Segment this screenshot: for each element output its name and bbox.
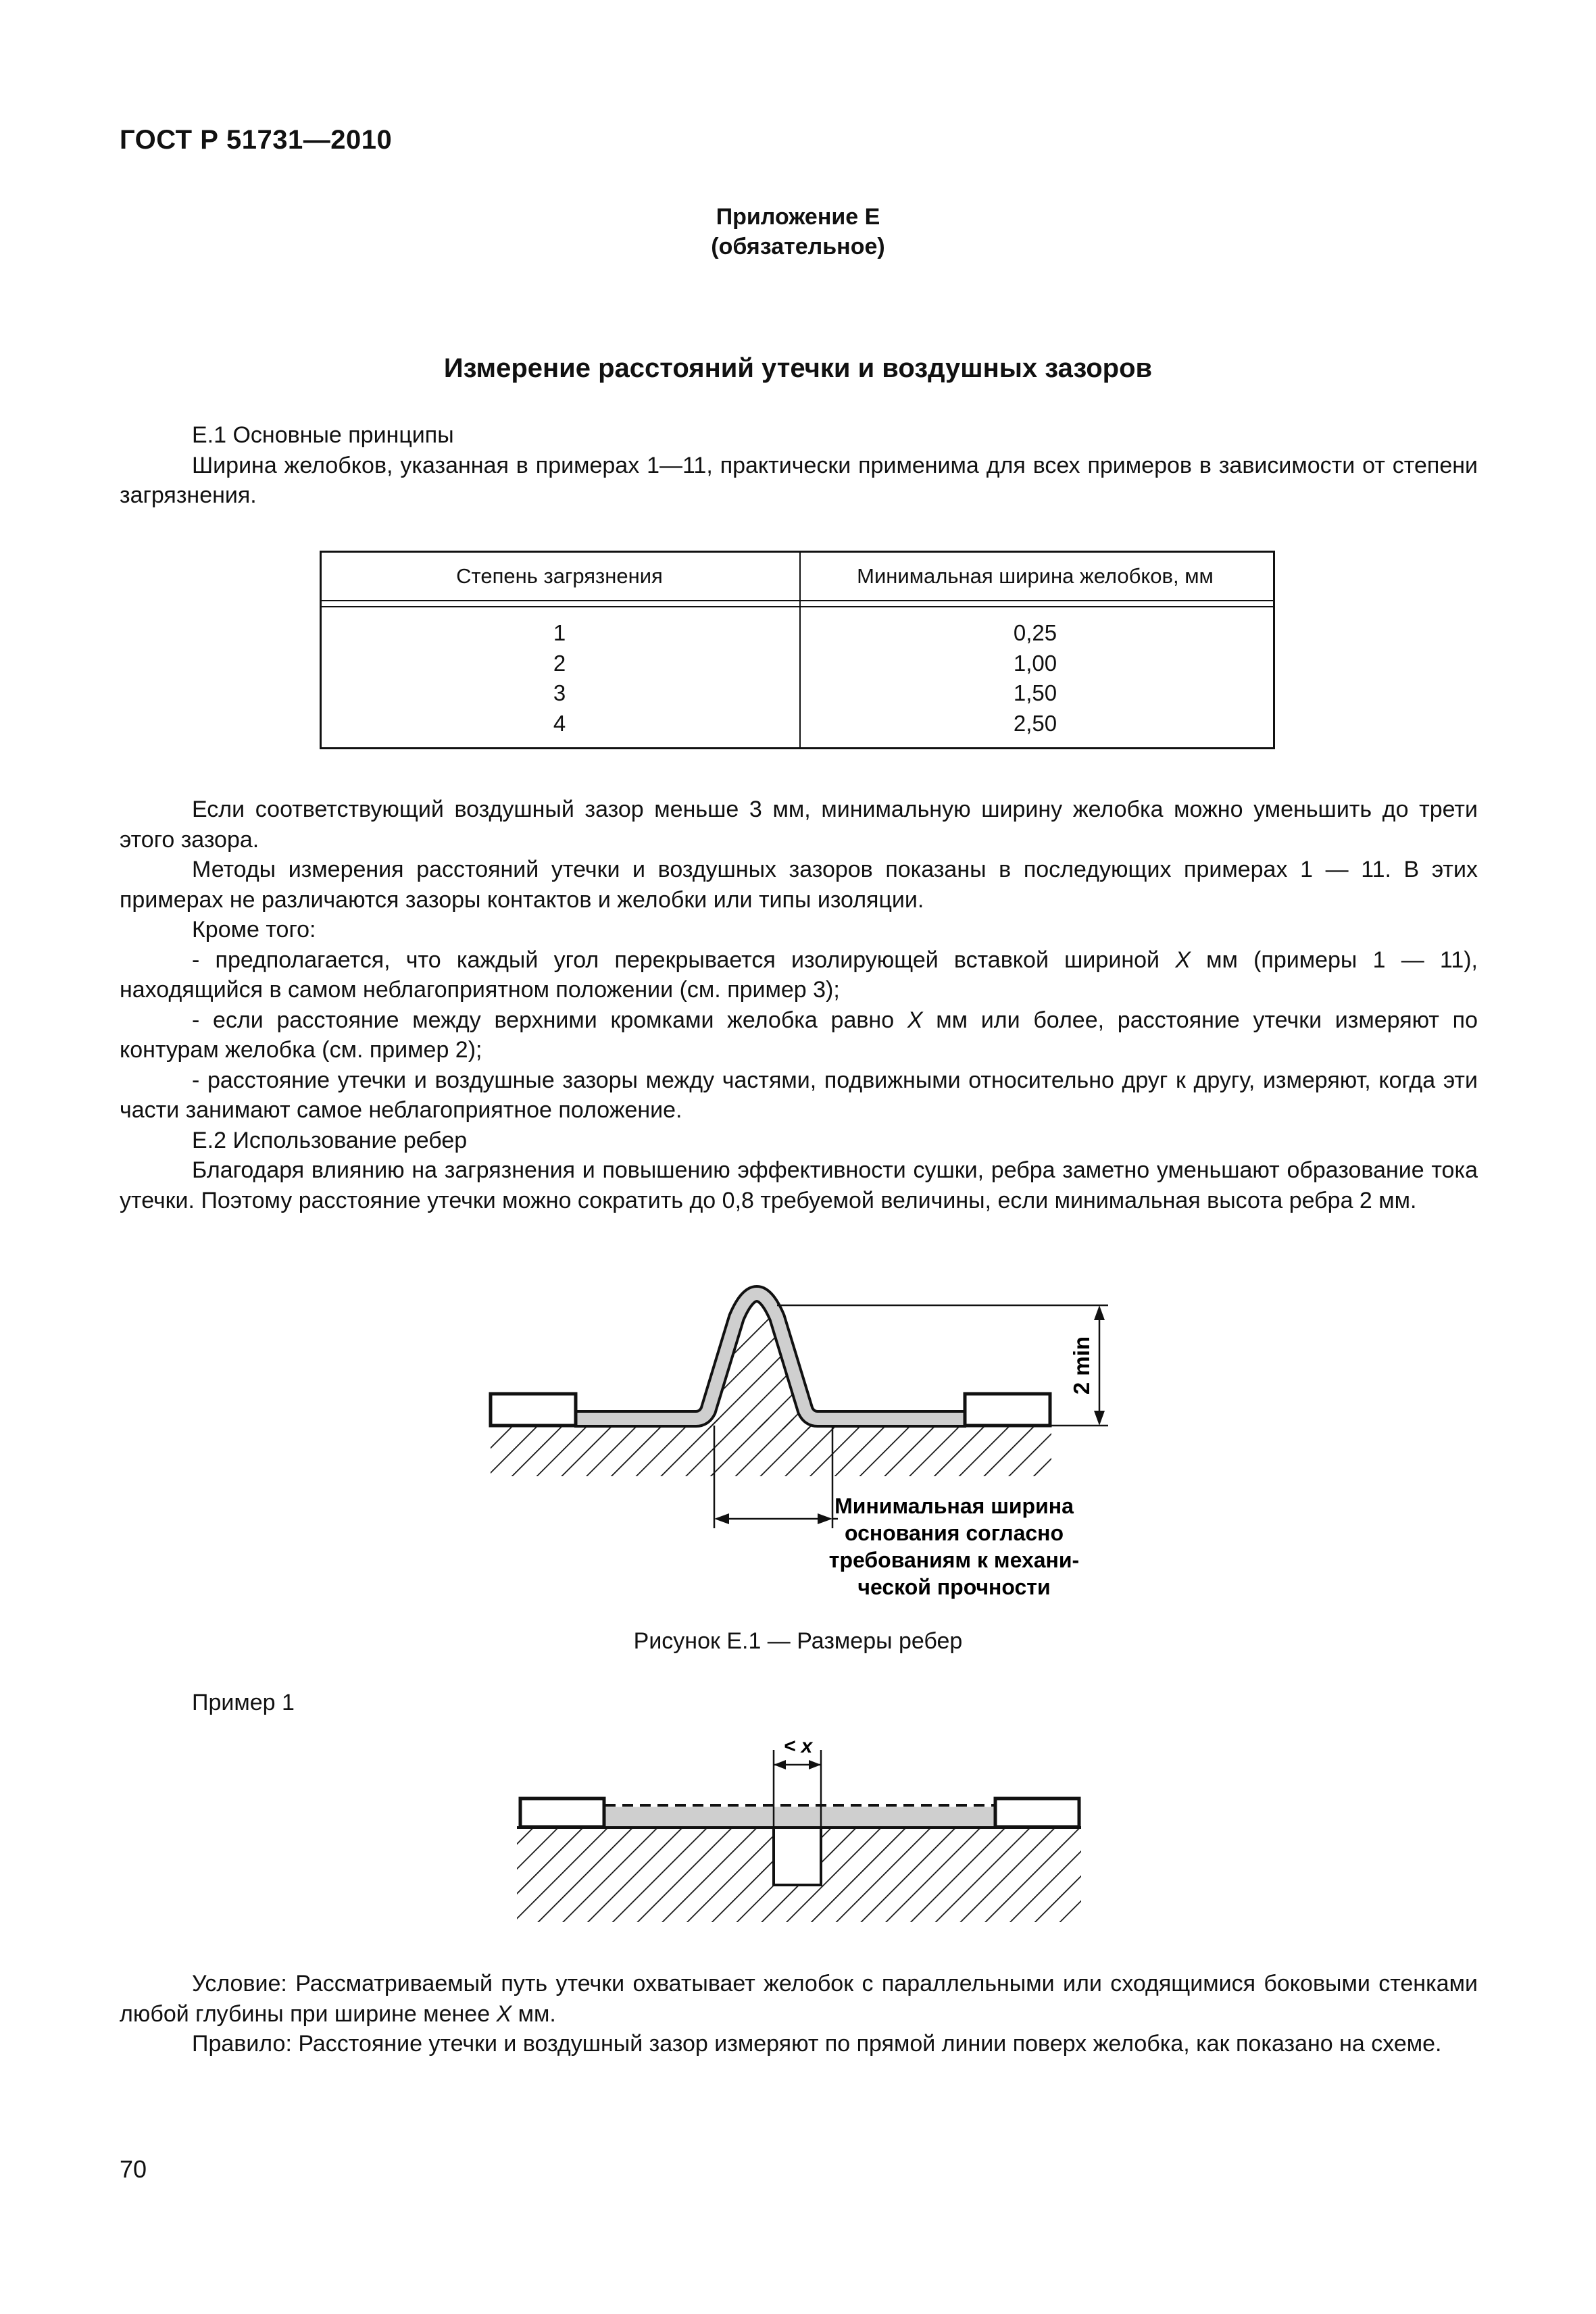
table-cell-width: 2,50 (1013, 710, 1057, 736)
arrowhead-icon (714, 1513, 729, 1524)
paragraph: Е.2 Использование ребер (192, 1127, 468, 1153)
table-cell-width: 0,25 (1013, 620, 1057, 645)
width-note-line: Минимальная ширина (834, 1494, 1074, 1518)
arrowhead-icon (809, 1760, 821, 1769)
gap-dimension-label: < x (783, 1735, 813, 1757)
arrowhead-icon (1094, 1305, 1105, 1320)
conductor-left (520, 1799, 604, 1827)
table-header (322, 553, 1273, 600)
pollution-table (320, 551, 1275, 749)
table-cell-width: 1,50 (1013, 680, 1057, 705)
paragraph: Благодаря влиянию на загрязнения и повышению эффективности сушки, ребра заметно уменьшают образование тока утечки. Поэтому расстояние утечки можно сократить до 0,8 требуемой величины, если минимальная высота ребра 2 мм. (120, 1157, 1478, 1213)
conductor-left (491, 1394, 576, 1426)
groove (774, 1828, 821, 1885)
table-cell-degree: 4 (553, 710, 566, 736)
intro-text: Ширина желобков, указанная в примерах 1—11, практически применима для всех примеров в зависимости от степени загрязнения. (120, 452, 1478, 508)
condition-text: Условие: Рассматриваемый путь утечки охватывает желобок с параллельными или сходящимися боковыми стенками любой глубины при ширине менее X мм. (120, 1971, 1478, 2027)
document-id: ГОСТ Р 51731—2010 (120, 125, 393, 155)
col-header-degree: Степень загрязнения (456, 564, 663, 588)
header-rule-1 (322, 600, 1273, 601)
height-dimension-label: 2 min (1069, 1336, 1094, 1395)
width-note-line: требованиям к механи- (828, 1548, 1080, 1572)
width-note (829, 1494, 1079, 1599)
paragraph: Методы измерения расстояний утечки и воздушных зазоров показаны в последующих примерах 1 — 11. В этих примерах не различаются зазоры контактов и желобки или типы изоляции. (120, 857, 1478, 913)
width-note-line: основания согласно (844, 1521, 1064, 1545)
intro-heading: Е.1 Основные принципы (192, 422, 454, 448)
section-title: Измерение расстояний утечки и воздушных зазоров (443, 353, 1153, 383)
insulation-layer (603, 1805, 995, 1828)
annex-status: (обязательное) (711, 234, 885, 259)
example-1-text (120, 1969, 1478, 2059)
table-body (322, 618, 1273, 738)
table-cell-degree: 3 (553, 680, 566, 705)
table-cell-degree: 1 (553, 620, 566, 645)
paragraph: - если расстояние между верхними кромками желобка равно X мм или более, расстояние утечки измеряют по контурам желобка (см. пример 2); (120, 1007, 1478, 1063)
conductor-right (965, 1394, 1050, 1426)
intro-section (120, 420, 1478, 511)
paragraph: Если соответствующий воздушный зазор меньше 3 мм, минимальную ширину желобка можно уменьшить до трети этого зазора. (120, 797, 1478, 853)
col-header-width: Минимальная ширина желобков, мм (857, 564, 1214, 588)
paragraph: Кроме того: (192, 917, 316, 942)
rule-text: Правило: Расстояние утечки и воздушный зазор измеряют по прямой линии поверх желобка, как показано на схеме. (192, 2031, 1442, 2057)
page-number: 70 (120, 2155, 147, 2183)
table-cell-width: 1,00 (1013, 650, 1057, 676)
arrowhead-icon (774, 1760, 786, 1769)
paragraph: - расстояние утечки и воздушные зазоры между частями, подвижными относительно друг к другу, измеряют, когда эти части занимают самое неблагоприятное положение. (120, 1067, 1478, 1123)
figure-e1-rib-diagram (473, 1270, 1149, 1608)
paragraph: - предполагается, что каждый угол перекрывается изолирующей вставкой шириной X мм (примеры 1 — 11), находящийся в самом неблагоприятном положении (см. пример 3); (120, 947, 1478, 1003)
annex-title: Приложение Е (716, 204, 880, 230)
body-text (120, 795, 1478, 1215)
header-rule-2 (322, 606, 1273, 607)
width-column (797, 618, 1273, 738)
example-1-groove-diagram (500, 1723, 1108, 1946)
figure-e1-caption: Рисунок Е.1 — Размеры ребер (633, 1628, 963, 1654)
width-note-line: ческой прочности (857, 1575, 1051, 1599)
table-cell-degree: 2 (553, 650, 566, 676)
conductor-right (995, 1799, 1079, 1827)
degree-column (322, 618, 797, 738)
arrowhead-icon (818, 1513, 832, 1524)
arrowhead-icon (1094, 1411, 1105, 1426)
example-1-label: Пример 1 (192, 1690, 295, 1715)
